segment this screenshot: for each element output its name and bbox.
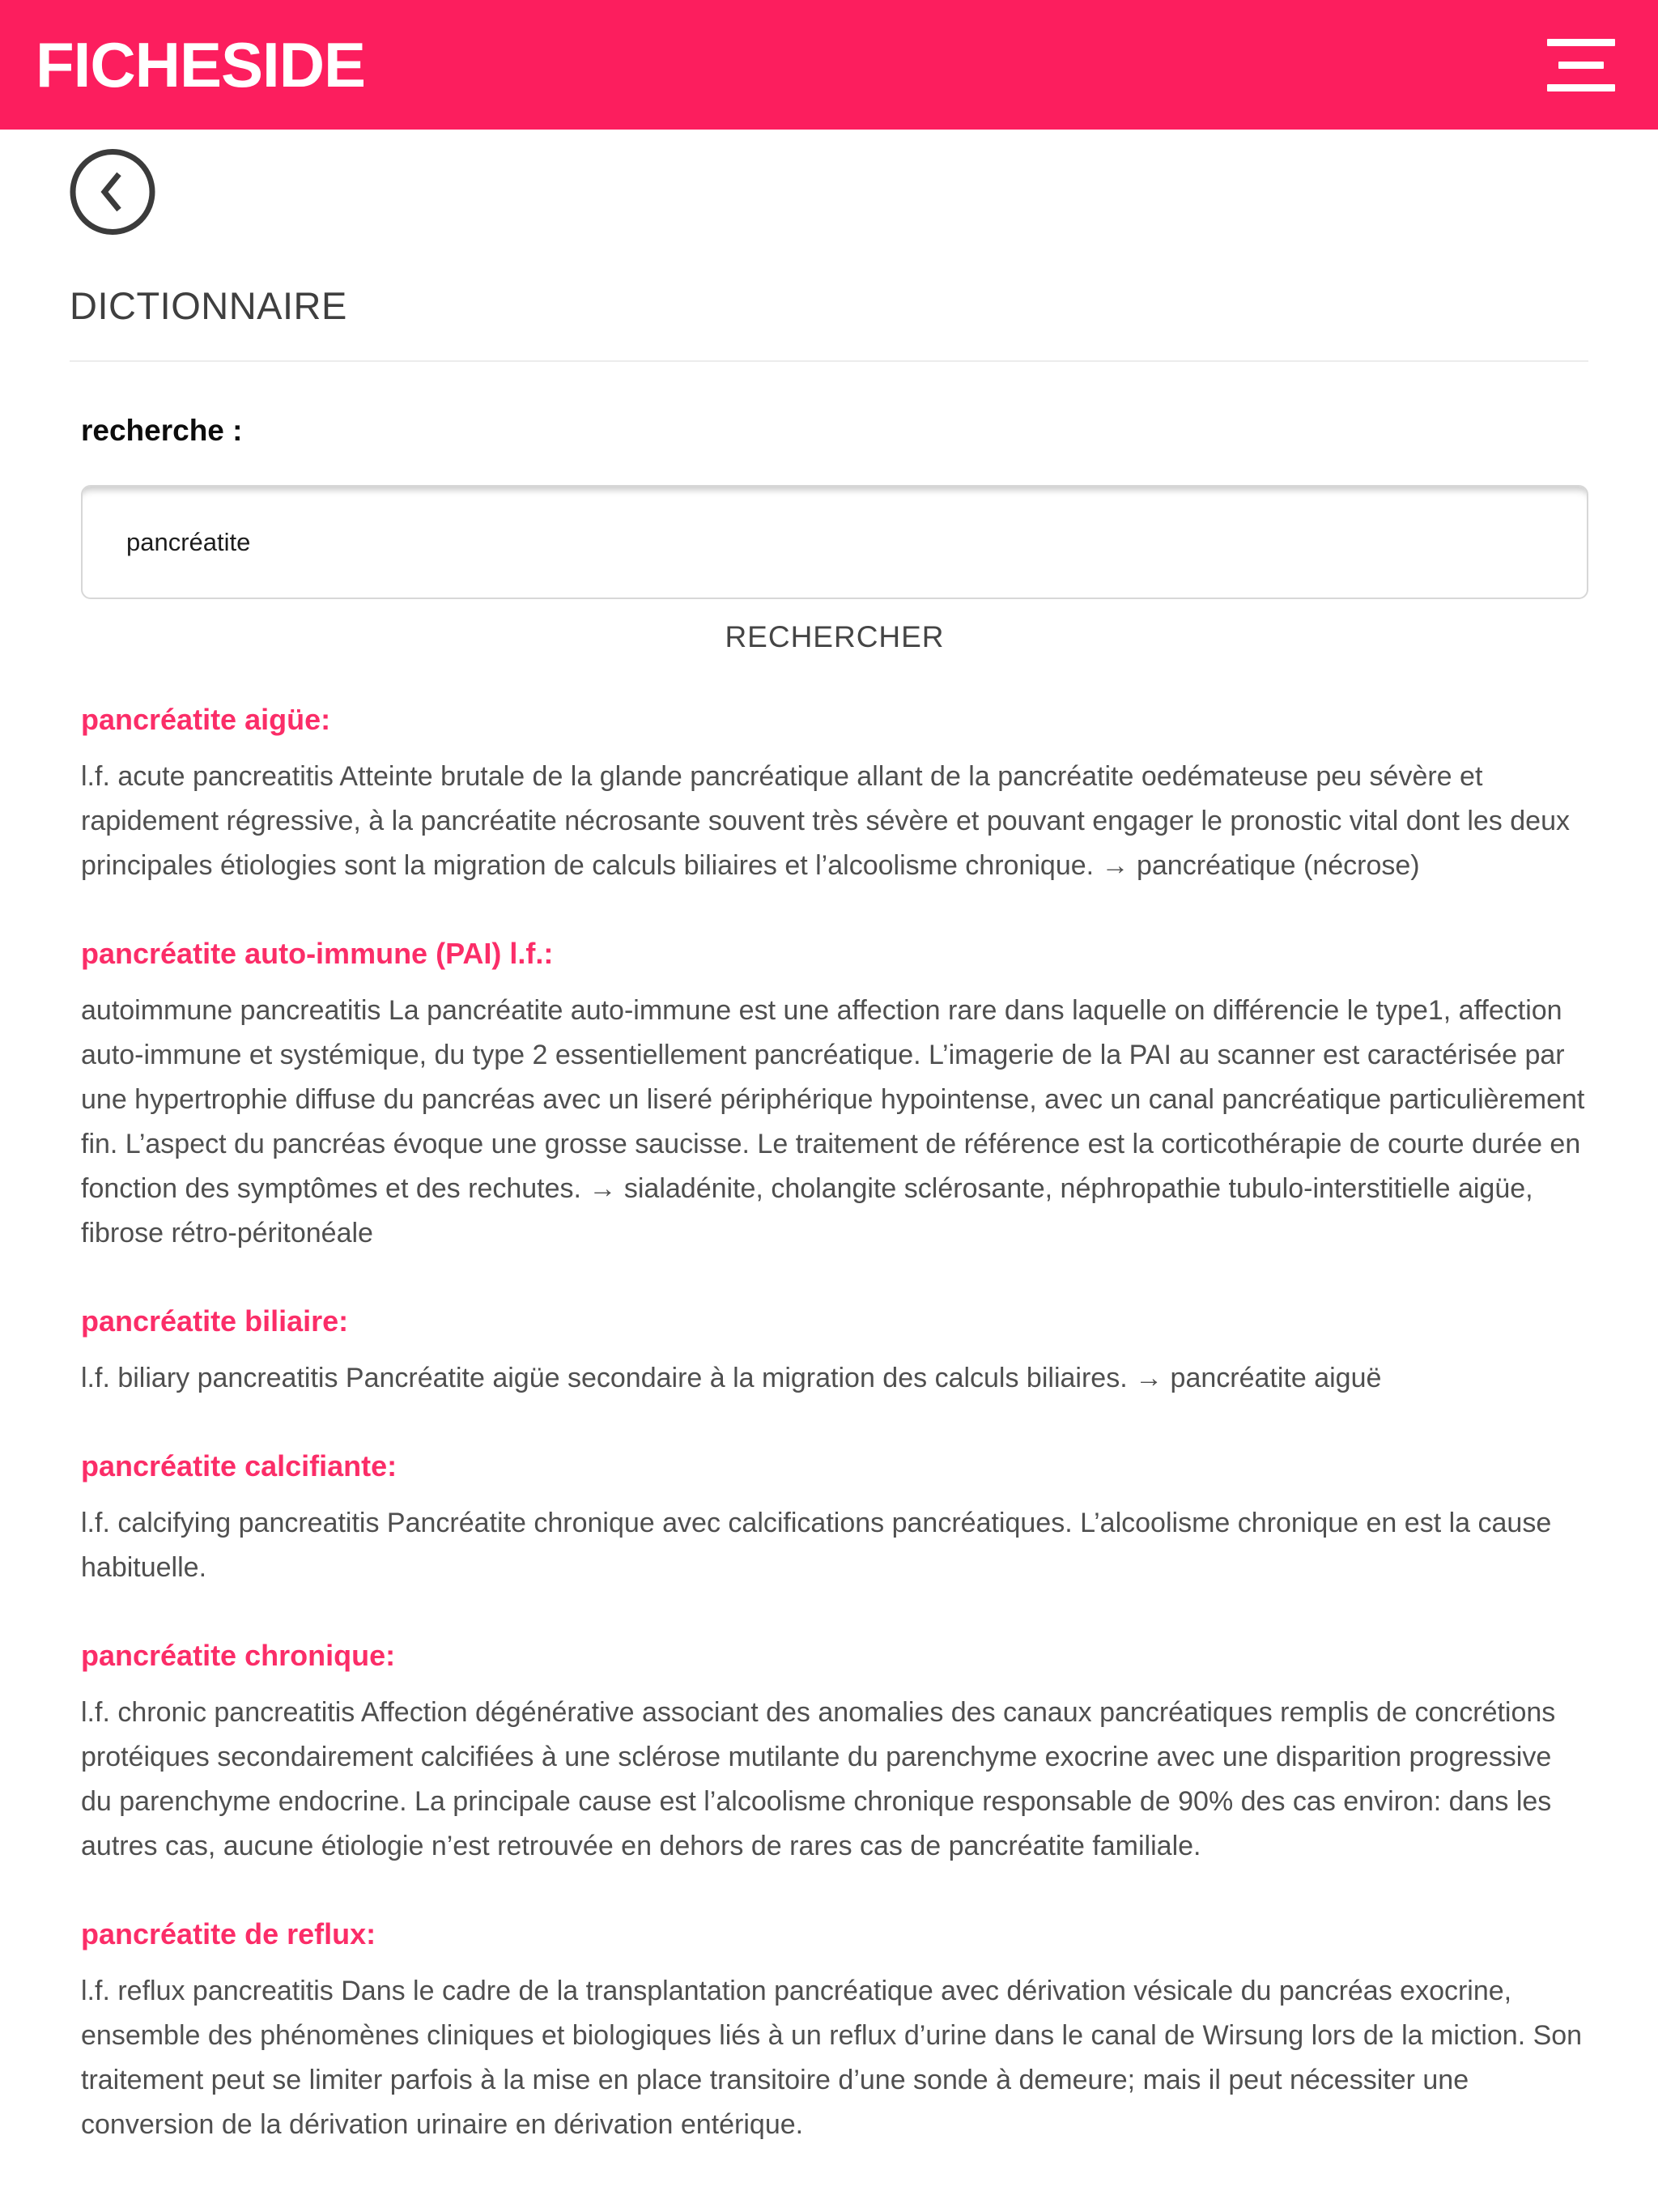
dictionary-entry bbox=[81, 1304, 1588, 1401]
entry-term: pancréatite aigüe: bbox=[81, 703, 331, 736]
dictionary-entry bbox=[81, 937, 1588, 1256]
search-section bbox=[81, 414, 1588, 654]
hamburger-icon bbox=[1547, 84, 1615, 91]
dictionary-results bbox=[81, 703, 1588, 2147]
entry-definition: l.f. chronic pancreatitis Affection dégénérative associant des anomalies des canaux pancréatiques remplis de concrétions protéiques secondairement calcifiées à une sclérose mutilante du parenchyme exocrine avec une disparition progressive du parenchyme endocrine. La principale cause est l’alcoolisme chronique responsable de 90% des cas environ: dans les autres cas, aucune étiologie n’est retrouvée en dehors de rares cas de pancréatite familiale. bbox=[81, 1697, 1556, 1861]
entry-definition: l.f. reflux pancreatitis Dans le cadre de la transplantation pancréatique avec dérivation vésicale du pancréas exocrine, ensemble des phénomènes cliniques et biologiques liés à un reflux d’urine dans le canal de Wirsung lors de la miction. Son traitement peut se limiter parfois à la mise en place transitoire d’une sonde à demeure; mais il peut nécessiter une conversion de la dérivation urinaire en dérivation entérique. bbox=[81, 1976, 1583, 2140]
app-header bbox=[0, 0, 1658, 130]
app-logo: FICHESIDE bbox=[36, 29, 366, 100]
entry-term: pancréatite de reflux: bbox=[81, 1917, 376, 1950]
search-button[interactable]: RECHERCHER bbox=[725, 620, 945, 653]
search-input[interactable] bbox=[81, 485, 1588, 599]
hamburger-menu-button[interactable] bbox=[1547, 31, 1615, 100]
divider bbox=[70, 360, 1588, 362]
dictionary-entry bbox=[81, 1639, 1588, 1869]
page-title: DICTIONNAIRE bbox=[70, 284, 347, 327]
hamburger-icon bbox=[1558, 62, 1604, 69]
entry-term: pancréatite auto-immune (PAI) l.f.: bbox=[81, 937, 554, 970]
back-button[interactable] bbox=[70, 149, 155, 235]
dictionary-entry bbox=[81, 1917, 1588, 2147]
entry-definition: l.f. calcifying pancreatitis Pancréatite chronique avec calcifications pancréatiques. L’alcoolisme chronique en est la cause habituelle. bbox=[81, 1508, 1552, 1583]
hamburger-icon bbox=[1547, 39, 1615, 46]
entry-term: pancréatite biliaire: bbox=[81, 1304, 349, 1338]
entry-term: pancréatite calcifiante: bbox=[81, 1449, 397, 1482]
entry-definition: autoimmune pancreatitis La pancréatite auto-immune est une affection rare dans laquelle on différencie le type1, affection auto-immune et systémique, du type 2 essentiellement pancréatique. L’imagerie de la PAI au scanner est caractérisée par une hypertrophie diffuse du pancréas avec un liseré périphérique hypointense, avec un canal pancréatique particulièrement fin. L’aspect du pancréas évoque une grosse saucisse. Le traitement de référence est la corticothérapie de courte durée en fonction des symptômes et des rechutes. → sialadénite, cholangite sclérosante, néphropathie tubulo-interstitielle aigüe, fibrose rétro-péritonéale bbox=[81, 995, 1585, 1249]
dictionary-entry bbox=[81, 1449, 1588, 1590]
entry-term: pancréatite chronique: bbox=[81, 1639, 396, 1672]
chevron-left-circle-icon bbox=[70, 149, 155, 235]
entry-definition: l.f. acute pancreatitis Atteinte brutale de la glande pancréatique allant de la pancréatite oedémateuse peu sévère et rapidement régressive, à la pancréatite nécrosante souvent très sévère et pouvant engager le pronostic vital dont les deux principales étiologies sont la migration de calculs biliaires et l’alcoolisme chronique. → pancréatique (nécrose) bbox=[81, 761, 1570, 881]
dictionary-entry bbox=[81, 703, 1588, 888]
main-content bbox=[0, 149, 1658, 2147]
entry-definition: l.f. biliary pancreatitis Pancréatite aigüe secondaire à la migration des calculs biliaires. → pancréatite aiguë bbox=[81, 1363, 1382, 1393]
search-label: recherche : bbox=[81, 414, 243, 447]
